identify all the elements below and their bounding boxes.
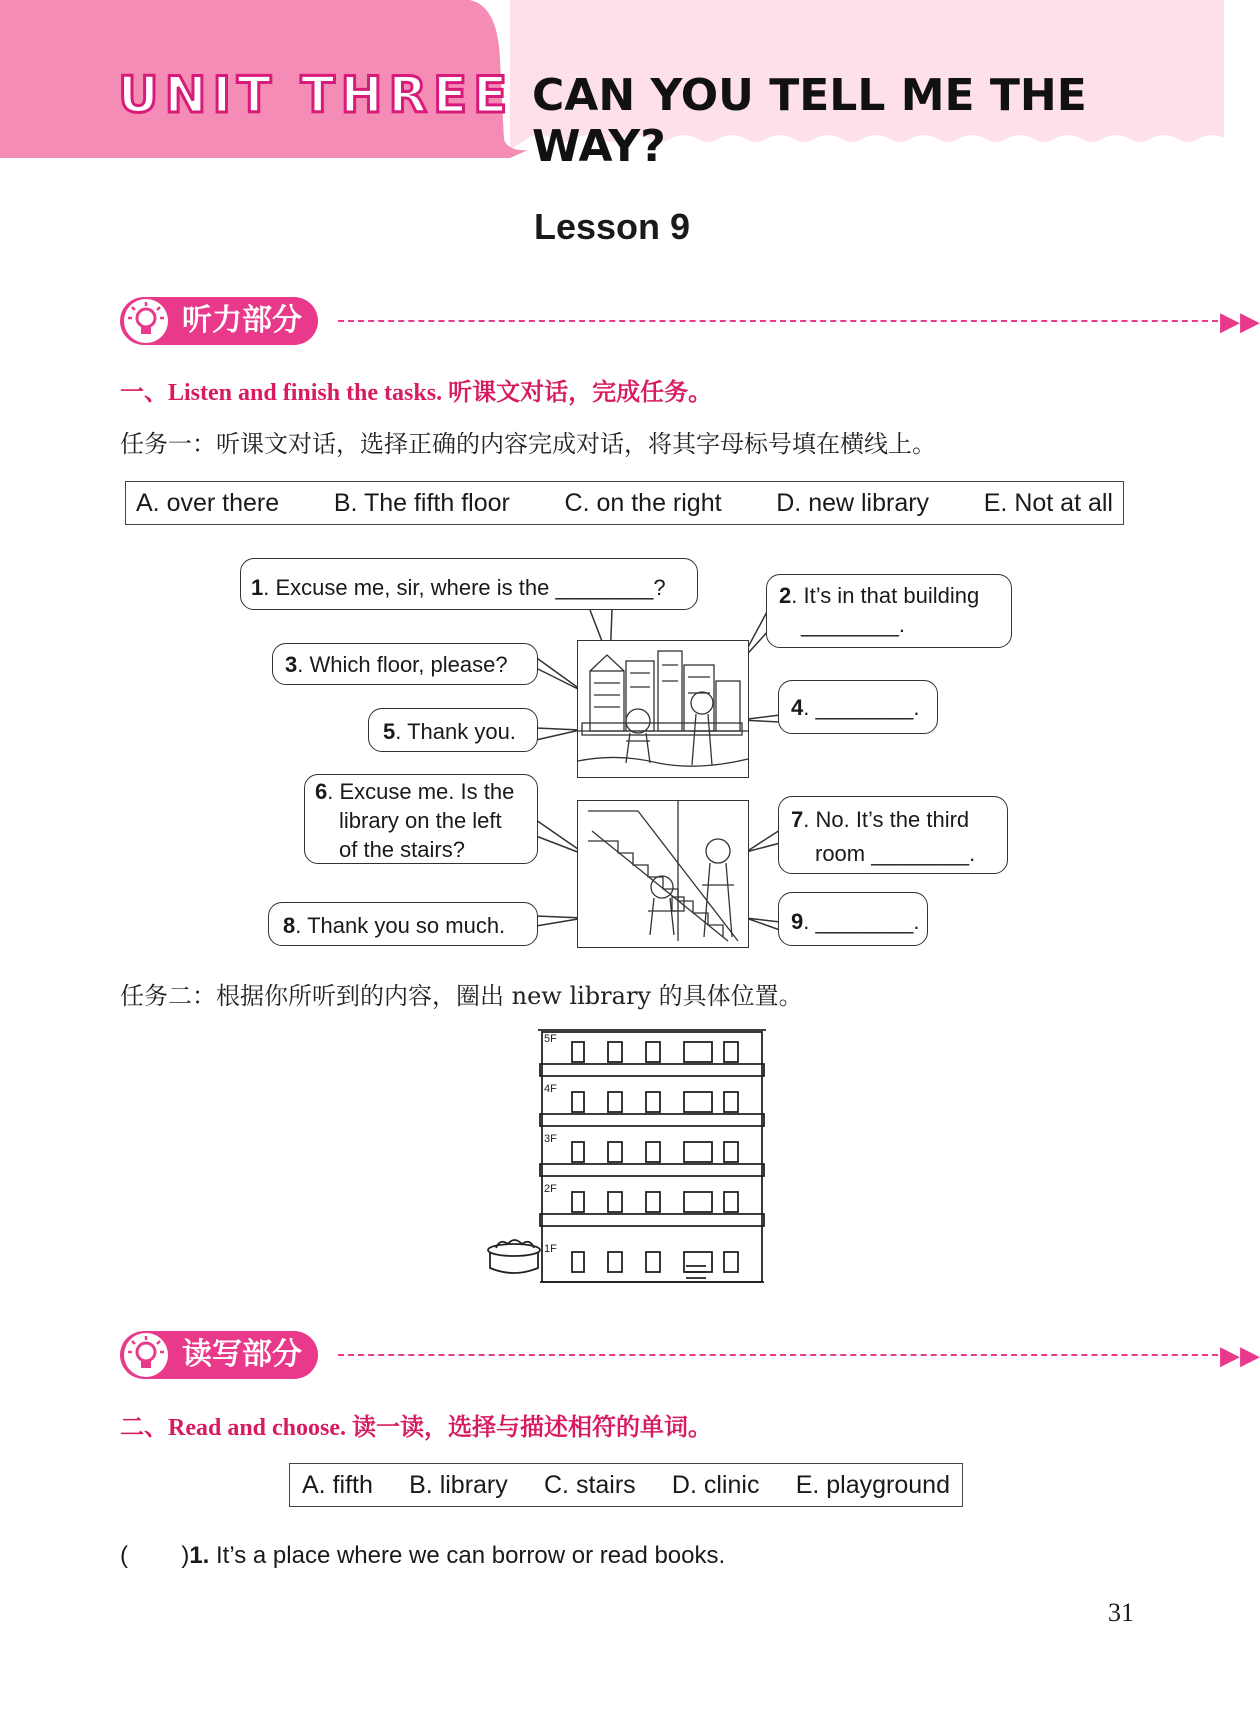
section-divider	[338, 1354, 1218, 1356]
page-number: 31	[1108, 1598, 1134, 1627]
double-arrow-icon: ▶▶	[1220, 306, 1260, 336]
bubble-text: . Which floor, please?	[297, 652, 508, 677]
bubble-number: 6	[315, 779, 328, 804]
option-a	[302, 1471, 373, 1500]
floor-label-5f: 5F	[544, 1033, 557, 1045]
listening-label: 听力部分	[182, 303, 302, 338]
double-arrow-icon: ▶▶	[1220, 1340, 1260, 1370]
item-number: 1.	[189, 1542, 210, 1569]
option-letter: A.	[136, 488, 160, 517]
floor-label-3f: 3F	[544, 1133, 557, 1145]
option-text: playground	[826, 1470, 950, 1499]
bubble-number: 5	[383, 719, 396, 744]
bubble-6	[304, 774, 538, 864]
option-text: on the right	[596, 488, 722, 517]
option-text: library	[439, 1470, 508, 1499]
unit-title: CAN YOU TELL ME THE WAY?	[532, 70, 1087, 172]
task-2-instruction: 任务二：根据你所听到的内容，圈出 new library 的具体位置。	[120, 982, 803, 1010]
option-text: fifth	[332, 1470, 373, 1499]
bubble-text: . Thank you.	[395, 719, 516, 744]
option-letter: A.	[302, 1470, 326, 1499]
word-options-box	[289, 1463, 963, 1507]
bubble-number: 4	[791, 695, 804, 720]
bubble-text: . No. It’s the third	[803, 807, 970, 832]
option-e	[796, 1471, 950, 1500]
bubble-number: 1	[251, 575, 264, 600]
option-d	[672, 1471, 760, 1500]
reading-label: 读写部分	[182, 1337, 302, 1372]
question-2-item-1	[120, 1542, 725, 1570]
bubble-number: 3	[285, 652, 298, 677]
question-1-title: 一、Listen and finish the tasks. 听课文对话，完成任务。	[120, 380, 713, 406]
reading-pill	[120, 1331, 318, 1379]
bubble-text: of the stairs?	[339, 837, 465, 862]
bubble-number: 9	[791, 909, 804, 934]
bubble-text: library on the left	[339, 808, 502, 833]
bubble-text: . Excuse me, sir, where is the ________?	[263, 575, 666, 600]
option-b	[409, 1471, 508, 1500]
bubble-7	[778, 796, 1008, 874]
option-letter: B.	[409, 1470, 433, 1499]
option-letter: C.	[544, 1470, 569, 1499]
building-picture	[486, 1026, 770, 1294]
floor-label-4f: 4F	[544, 1083, 557, 1095]
option-text: clinic	[703, 1470, 760, 1499]
option-letter: C.	[564, 488, 590, 517]
bubble-text: . ________.	[803, 909, 920, 934]
bubble-number: 2	[779, 583, 792, 608]
option-letter: D.	[776, 488, 802, 517]
bubble-text: room ________.	[815, 841, 976, 866]
option-c	[544, 1471, 636, 1500]
lightbulb-icon	[124, 1333, 168, 1377]
bubble-3	[272, 643, 538, 685]
bubble-2	[766, 574, 1012, 648]
bubble-number: 7	[791, 807, 804, 832]
bubble-8	[268, 902, 538, 946]
bubble-text: ________.	[801, 612, 905, 637]
lesson-title: Lesson 9	[533, 206, 691, 247]
option-letter: B.	[333, 488, 358, 517]
bubble-5	[368, 708, 538, 752]
floor-label-2f: 2F	[544, 1183, 557, 1195]
scene-stairs-picture	[577, 800, 749, 948]
answer-blank[interactable]: ( )	[120, 1542, 190, 1569]
option-letter: E.	[983, 488, 1008, 517]
bubble-4	[778, 680, 938, 734]
option-letter: D.	[671, 1470, 697, 1499]
bubble-number: 8	[283, 913, 296, 938]
bubble-text: . It’s in that building	[791, 583, 980, 608]
option-text: The fifth floor	[363, 488, 510, 517]
floor-label-1f: 1F	[544, 1243, 557, 1255]
option-letter: E.	[795, 1470, 820, 1499]
option-text: stairs	[575, 1470, 636, 1499]
bubble-text: . Thank you so much.	[295, 913, 506, 938]
option-text: Not at all	[1014, 488, 1113, 517]
bubble-text: . Excuse me. Is the	[327, 779, 515, 804]
question-2-title: 二、Read and choose. 读一读，选择与描述相符的单词。	[120, 1415, 713, 1441]
scene-street-picture	[577, 640, 749, 778]
item-text: It’s a place where we can borrow or read books.	[209, 1542, 726, 1569]
bubble-9	[778, 892, 928, 946]
bubble-1	[240, 558, 698, 610]
option-text: over there	[166, 488, 280, 517]
option-text: new library	[808, 488, 930, 517]
task-1-instruction: 任务一：听课文对话，选择正确的内容完成对话，将其字母标号填在横线上。	[120, 430, 936, 458]
unit-label: UNIT THREE	[118, 66, 514, 124]
reading-section-header	[120, 1331, 1260, 1381]
bubble-text: . ________.	[803, 695, 920, 720]
